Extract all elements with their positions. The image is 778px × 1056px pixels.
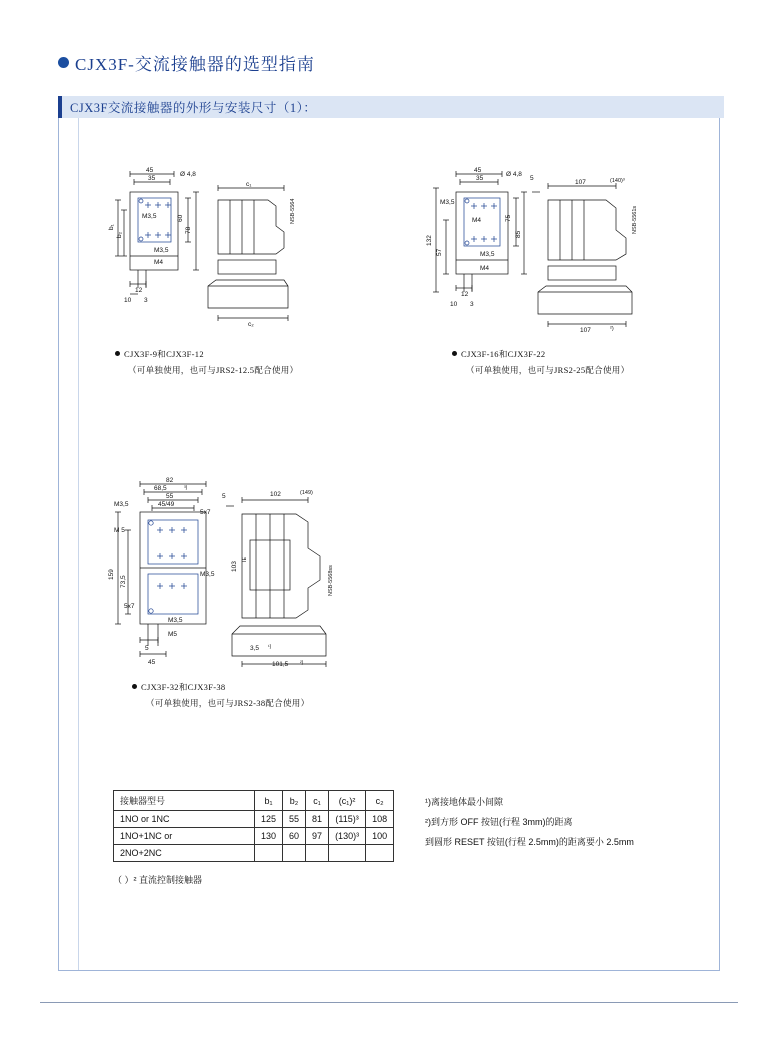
svg-text:101,5: 101,5 <box>272 661 289 668</box>
svg-text:¹): ¹) <box>268 644 272 650</box>
svg-text:73,5: 73,5 <box>120 575 127 588</box>
cell-model: 1NO or 1NC <box>114 811 255 828</box>
svg-text:NSB-5564: NSB-5564 <box>290 198 296 224</box>
svg-text:c₂: c₂ <box>248 321 254 328</box>
svg-text:35: 35 <box>476 175 484 182</box>
svg-text:57: 57 <box>436 248 443 256</box>
svg-text:5: 5 <box>530 175 534 182</box>
svg-text:45: 45 <box>146 167 154 174</box>
page-title-text: CJX3F-交流接触器的选型指南 <box>75 55 315 74</box>
cell-model: 2NO+2NC <box>114 845 255 862</box>
svg-text:M3,5: M3,5 <box>200 571 215 578</box>
cell-c1: 97 <box>306 828 329 845</box>
figure-cjx3f-9-12 <box>108 160 323 335</box>
svg-text:5x7: 5x7 <box>124 603 135 610</box>
cell-c1b: (130)³ <box>329 828 366 845</box>
figure-cjx3f-16-22 <box>420 160 660 335</box>
svg-text:107: 107 <box>580 327 591 334</box>
svg-text:45/49: 45/49 <box>158 501 175 508</box>
cell-c2: 108 <box>366 811 394 828</box>
svg-text:M3,5: M3,5 <box>154 247 169 254</box>
svg-text:35: 35 <box>148 175 156 182</box>
svg-text:Ø 4,8: Ø 4,8 <box>506 171 522 178</box>
dimension-table <box>113 790 394 862</box>
svg-text:(149): (149) <box>300 490 313 496</box>
svg-text:(140)³: (140)³ <box>610 178 625 184</box>
cell-c1b: (115)³ <box>329 811 366 828</box>
section-bar <box>58 96 724 118</box>
cell-model: 1NO+1NC or <box>114 828 255 845</box>
figure1-caption-line2: （可单独使用，也可与JRS2-12.5配合使用） <box>128 365 299 375</box>
svg-text:M3,5: M3,5 <box>114 501 129 508</box>
cell-c1b <box>329 845 366 862</box>
svg-text:78: 78 <box>185 226 192 234</box>
svg-text:b₂: b₂ <box>116 231 123 238</box>
th-b2: b₂ <box>283 791 306 811</box>
notes-list <box>425 792 634 852</box>
svg-text:M5: M5 <box>168 631 178 638</box>
svg-text:ΙΕ: ΙΕ <box>242 556 248 562</box>
svg-text:5x7: 5x7 <box>200 509 211 516</box>
cell-c2 <box>366 845 394 862</box>
figure3-caption-line2: （可单独使用，也可与JRS2-38配合使用） <box>146 698 310 708</box>
svg-text:Ø 4,8: Ø 4,8 <box>180 171 196 178</box>
note-1: ¹)离接地体最小间隙 <box>425 797 503 807</box>
svg-text:3: 3 <box>144 297 148 304</box>
svg-text:85: 85 <box>515 230 522 238</box>
note-2: ²)到方形 OFF 按钮(行程 3mm)的距离 <box>425 817 573 827</box>
svg-text:60: 60 <box>177 214 184 222</box>
svg-text:M4: M4 <box>480 265 490 272</box>
svg-text:107: 107 <box>575 179 586 186</box>
th-c1b: (c₁)² <box>329 791 366 811</box>
bullet-icon <box>58 57 69 68</box>
table-row <box>114 828 394 845</box>
cell-b2: 60 <box>283 828 306 845</box>
svg-text:M3,5: M3,5 <box>168 617 183 624</box>
cell-b2 <box>283 845 306 862</box>
cell-c1 <box>306 845 329 862</box>
svg-text:68,5: 68,5 <box>154 485 167 492</box>
svg-text:³): ³) <box>184 485 188 491</box>
cell-b1: 130 <box>255 828 283 845</box>
cell-c1: 81 <box>306 811 329 828</box>
svg-text:c₁: c₁ <box>246 181 252 188</box>
svg-text:12: 12 <box>135 287 143 294</box>
svg-text:NSB-5568ss: NSB-5568ss <box>328 565 334 596</box>
svg-text:M3,5: M3,5 <box>480 251 495 258</box>
cell-b1 <box>255 845 283 862</box>
svg-text:10: 10 <box>450 301 458 308</box>
svg-text:M 5: M 5 <box>114 527 125 534</box>
svg-text:M3,5: M3,5 <box>440 199 455 206</box>
svg-text:10: 10 <box>124 297 132 304</box>
cell-b1: 125 <box>255 811 283 828</box>
table-row <box>114 845 394 862</box>
svg-text:3: 3 <box>470 301 474 308</box>
table-footnote: （ ）² 直流控制接触器 <box>113 875 202 885</box>
svg-text:3,5: 3,5 <box>250 645 260 652</box>
th-c1: c₁ <box>306 791 329 811</box>
svg-text:159: 159 <box>108 569 115 580</box>
figure1-caption-line1: CJX3F-9和CJX3F-12 <box>115 348 204 360</box>
svg-text:45: 45 <box>474 167 482 174</box>
svg-text:12: 12 <box>461 291 469 298</box>
figure3-caption-line1: CJX3F-32和CJX3F-38 <box>132 681 225 693</box>
th-b1: b₁ <box>255 791 283 811</box>
svg-text:NSB-5561s: NSB-5561s <box>632 205 638 234</box>
svg-text:M4: M4 <box>154 259 164 266</box>
svg-text:M3,5: M3,5 <box>142 213 157 220</box>
table-header-row <box>114 791 394 811</box>
figure2-caption-line2: （可单独使用，也可与JRS2-25配合使用） <box>466 365 630 375</box>
svg-text:5: 5 <box>145 645 149 652</box>
svg-text:75: 75 <box>505 214 512 222</box>
frame-left-rule <box>58 118 79 970</box>
svg-text:5: 5 <box>222 493 226 500</box>
svg-text:²): ²) <box>300 660 304 666</box>
th-c2: c₂ <box>366 791 394 811</box>
svg-text:²): ²) <box>610 326 614 332</box>
page-title <box>58 50 315 75</box>
svg-text:55: 55 <box>166 493 174 500</box>
cell-b2: 55 <box>283 811 306 828</box>
figure-cjx3f-32-38 <box>100 470 340 670</box>
footer-rule <box>40 1002 738 1003</box>
cell-c2: 100 <box>366 828 394 845</box>
table-row <box>114 811 394 828</box>
section-bar-text: CJX3F交流接触器的外形与安装尺寸（1）： <box>70 101 317 115</box>
svg-text:b₁: b₁ <box>108 224 115 230</box>
figure2-caption-line1: CJX3F-16和CJX3F-22 <box>452 348 545 360</box>
svg-text:102: 102 <box>270 491 281 498</box>
th-model: 接触器型号 <box>114 791 255 811</box>
svg-text:M4: M4 <box>472 217 482 224</box>
svg-text:45: 45 <box>148 659 156 666</box>
svg-text:103: 103 <box>231 561 238 572</box>
svg-text:132: 132 <box>426 235 433 246</box>
note-3: 到圆形 RESET 按钮(行程 2.5mm)的距离要小 2.5mm <box>425 837 634 847</box>
svg-text:82: 82 <box>166 477 174 484</box>
